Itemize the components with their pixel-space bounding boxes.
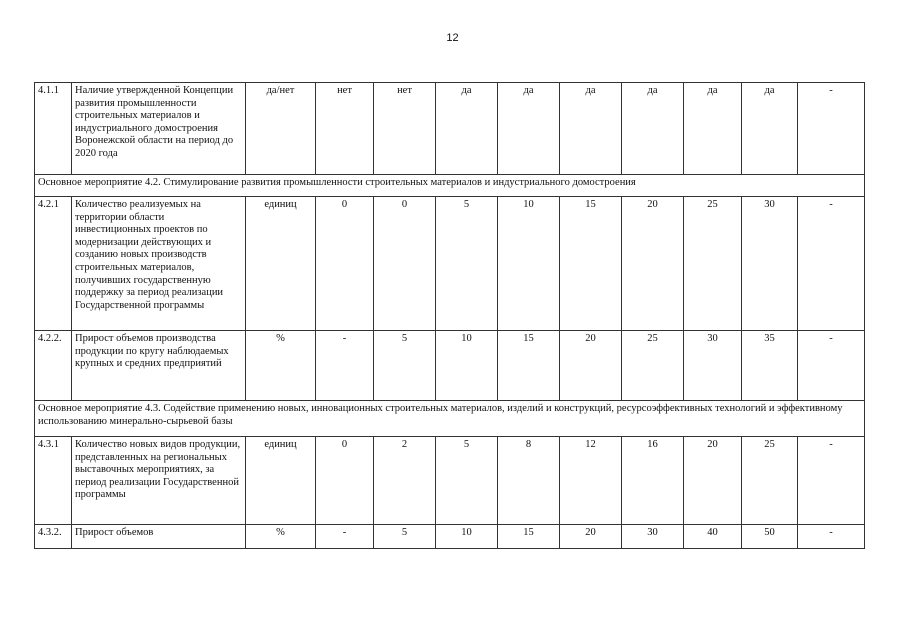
value-cell: 0 (316, 197, 374, 331)
table-row (35, 525, 865, 549)
value-cell: 0 (374, 197, 436, 331)
indicator-description: Наличие утвержденной Концепции развития промышленности строительных материалов и индустриального домостроения Воронежской области на период до 2020 года (72, 83, 246, 175)
value-cell: нет (316, 83, 374, 175)
value-cell: да (622, 83, 684, 175)
value-cell: 10 (436, 525, 498, 549)
value-cell: 5 (436, 437, 498, 525)
value-cell: 30 (684, 331, 742, 401)
value-cell: да (498, 83, 560, 175)
value-cell: - (316, 331, 374, 401)
table-row (35, 331, 865, 401)
value-cell: 20 (684, 437, 742, 525)
section-heading: Основное мероприятие 4.2. Стимулирование развития промышленности строительных материалов и индустриального домостроения (35, 175, 865, 197)
value-cell: - (798, 83, 865, 175)
value-cell: 30 (742, 197, 798, 331)
indicator-description: Прирост объемов (72, 525, 246, 549)
unit-cell: да/нет (246, 83, 316, 175)
value-cell: 25 (742, 437, 798, 525)
page-number: 12 (446, 32, 459, 44)
value-cell: 5 (374, 525, 436, 549)
indicator-code: 4.3.2. (35, 525, 72, 549)
unit-cell: единиц (246, 197, 316, 331)
value-cell: 40 (684, 525, 742, 549)
value-cell: 2 (374, 437, 436, 525)
indicator-code: 4.2.1 (35, 197, 72, 331)
section-row (35, 401, 865, 437)
value-cell: 8 (498, 437, 560, 525)
value-cell: 10 (498, 197, 560, 331)
value-cell: - (798, 331, 865, 401)
value-cell: 0 (316, 437, 374, 525)
value-cell: 15 (498, 525, 560, 549)
indicator-description: Количество новых видов продукции, представленных на региональных выставочных мероприятиях, за период реализации Государственной программы (72, 437, 246, 525)
value-cell: да (742, 83, 798, 175)
value-cell: 5 (436, 197, 498, 331)
value-cell: 12 (560, 437, 622, 525)
table-row (35, 437, 865, 525)
value-cell: 10 (436, 331, 498, 401)
table-row (35, 83, 865, 175)
value-cell: 25 (684, 197, 742, 331)
value-cell: да (436, 83, 498, 175)
value-cell: 50 (742, 525, 798, 549)
value-cell: 35 (742, 331, 798, 401)
value-cell: - (316, 525, 374, 549)
value-cell: 15 (560, 197, 622, 331)
value-cell: 20 (560, 525, 622, 549)
value-cell: 30 (622, 525, 684, 549)
value-cell: 16 (622, 437, 684, 525)
value-cell: 25 (622, 331, 684, 401)
value-cell: - (798, 525, 865, 549)
indicators-table (34, 82, 865, 549)
indicator-code: 4.3.1 (35, 437, 72, 525)
value-cell: да (684, 83, 742, 175)
indicator-code: 4.2.2. (35, 331, 72, 401)
section-heading: Основное мероприятие 4.3. Содействие применению новых, инновационных строительных материалов, изделий и конструкций, ресурсоэффективных технологий и эффективному использованию минерально-сырьевой базы (35, 401, 865, 437)
value-cell: нет (374, 83, 436, 175)
section-row (35, 175, 865, 197)
value-cell: 20 (560, 331, 622, 401)
value-cell: 20 (622, 197, 684, 331)
indicator-description: Прирост объемов производства продукции по кругу наблюдаемых крупных и средних предприятий (72, 331, 246, 401)
value-cell: 15 (498, 331, 560, 401)
unit-cell: % (246, 331, 316, 401)
indicator-description: Количество реализуемых на территории области инвестиционных проектов по модернизации действующих и созданию новых производств строительных материалов, получивших государственную поддержку за период реализации Государственной программы (72, 197, 246, 331)
unit-cell: единиц (246, 437, 316, 525)
value-cell: 5 (374, 331, 436, 401)
unit-cell: % (246, 525, 316, 549)
value-cell: - (798, 437, 865, 525)
value-cell: да (560, 83, 622, 175)
indicator-code: 4.1.1 (35, 83, 72, 175)
table-row (35, 197, 865, 331)
value-cell: - (798, 197, 865, 331)
